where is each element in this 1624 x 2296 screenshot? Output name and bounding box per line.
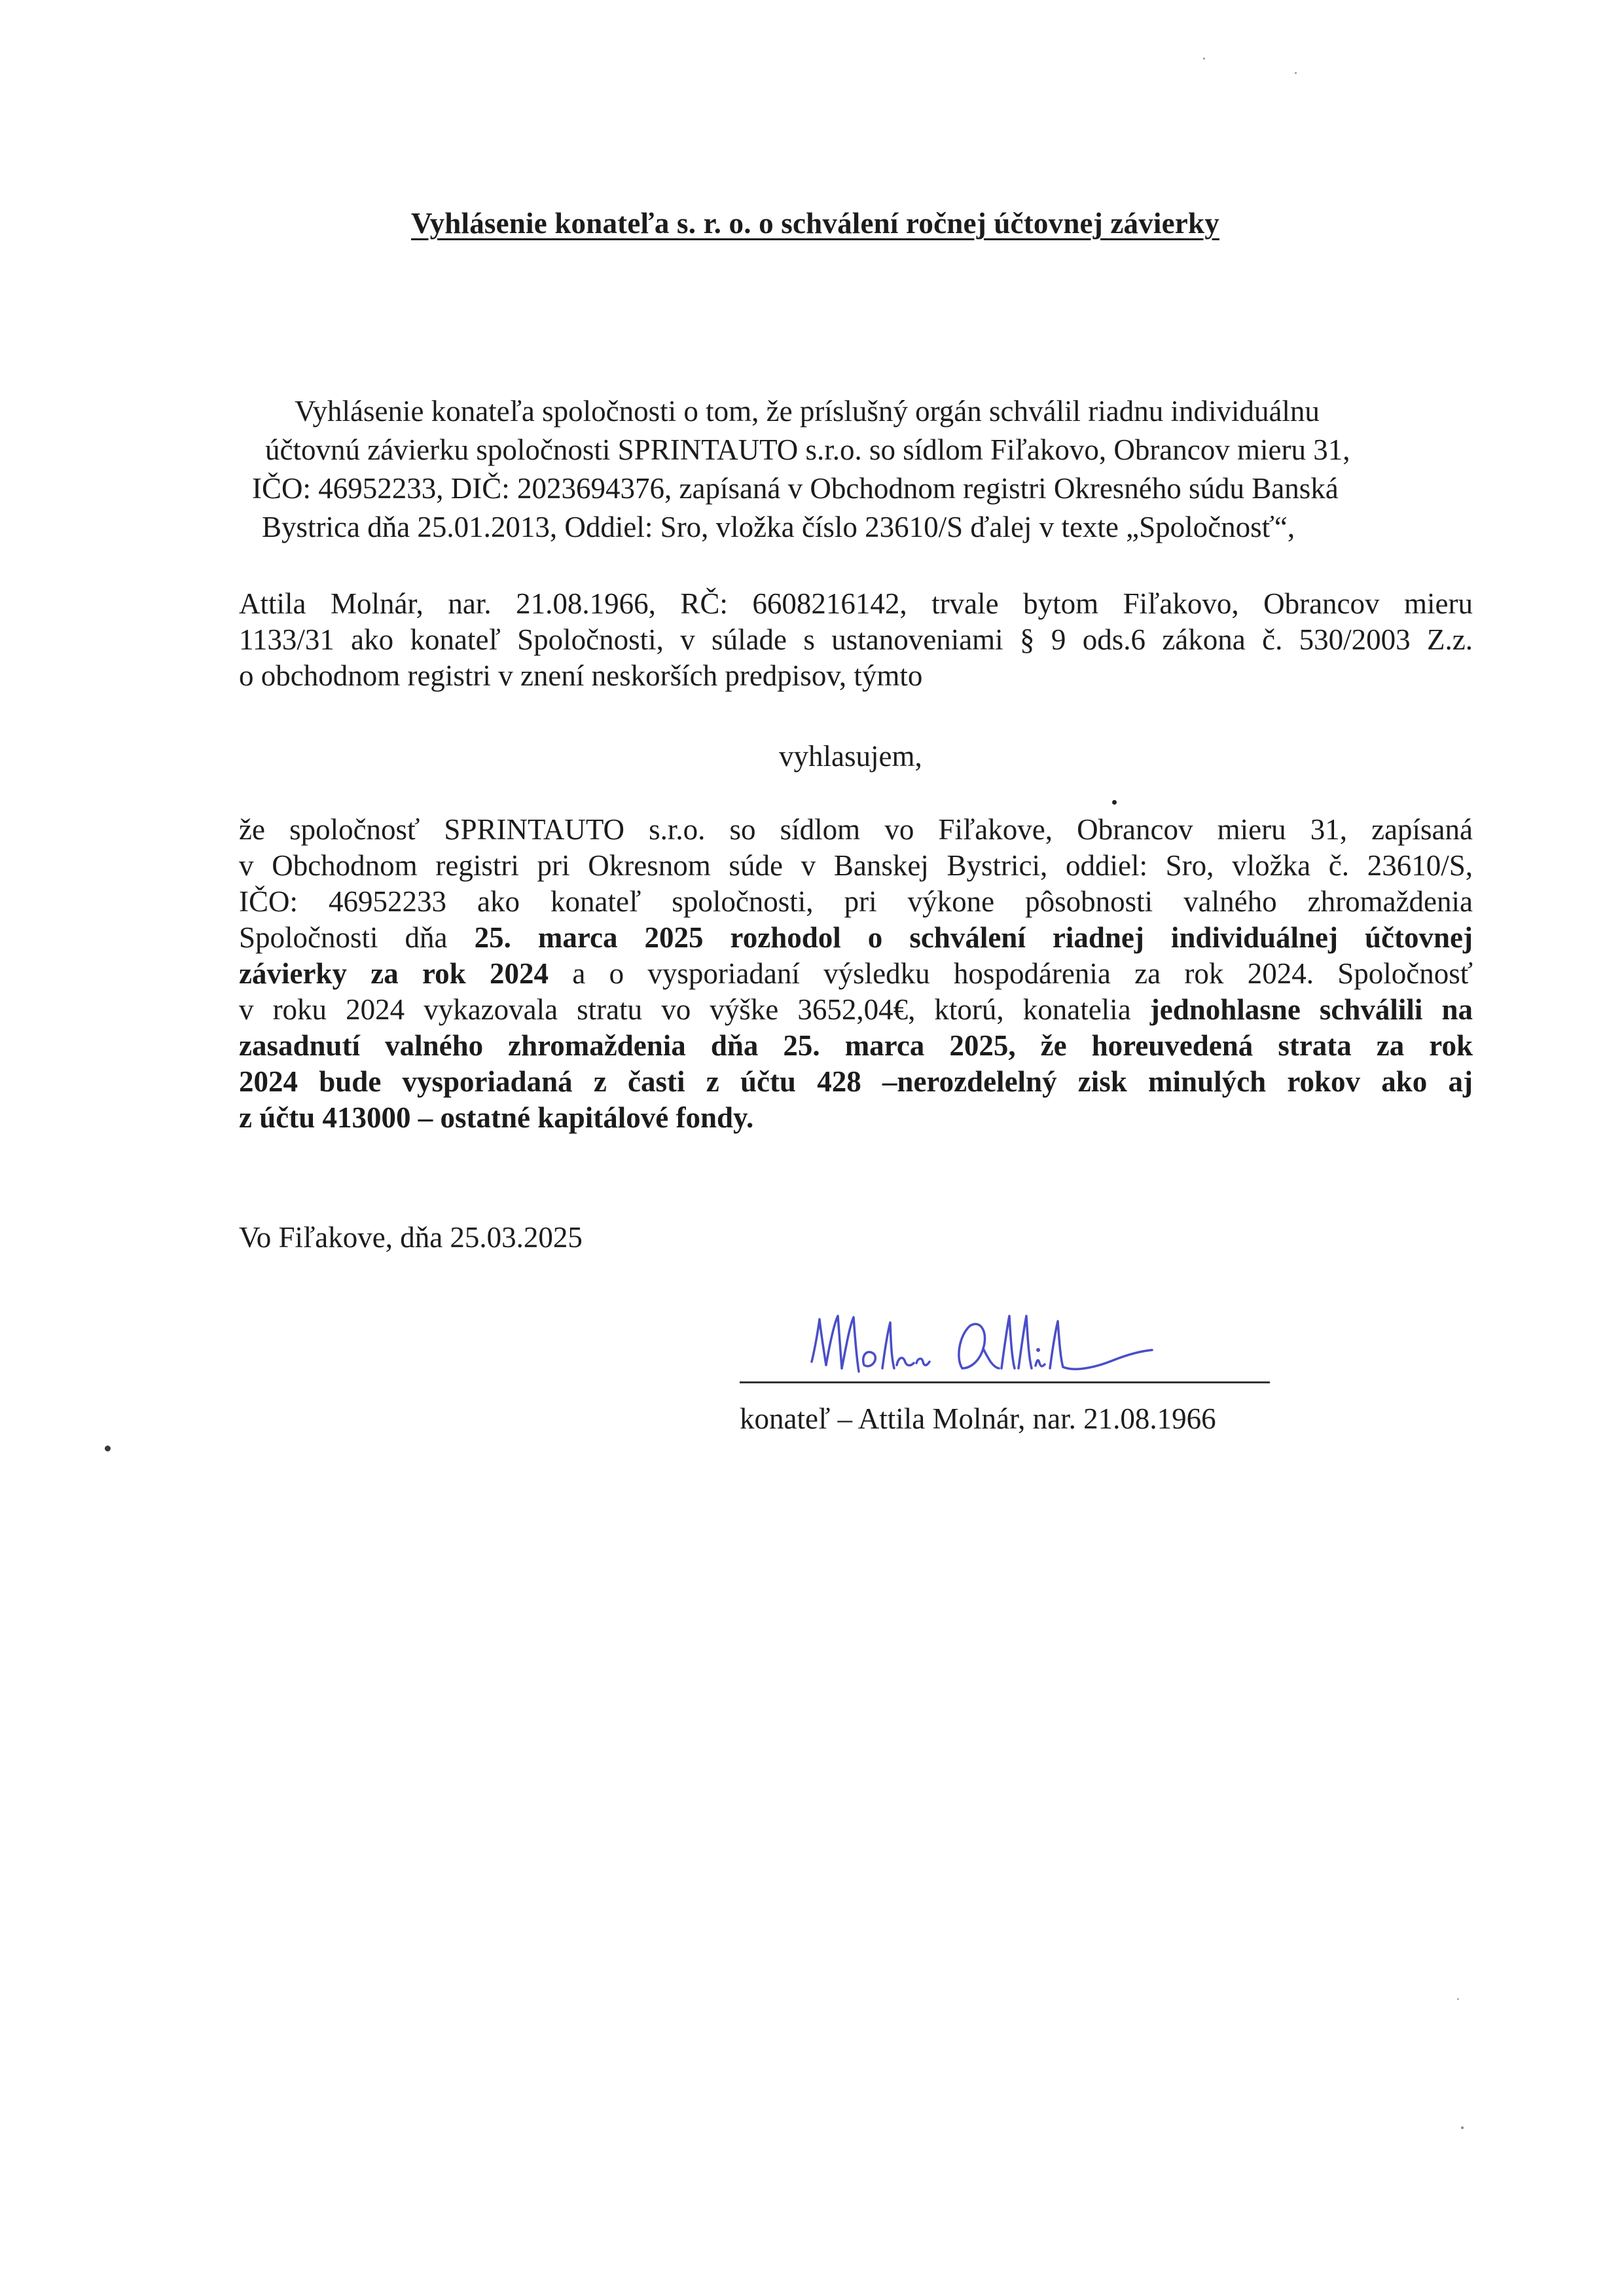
body-line-6 bbox=[239, 992, 1473, 1028]
signature-line bbox=[740, 1381, 1270, 1383]
body-line-5 bbox=[239, 956, 1473, 992]
scan-speck bbox=[1112, 800, 1117, 805]
body-line-5-normal: a o vysporiadaní výsledku hospodárenia za rok 2024. Spoločnosť bbox=[549, 957, 1473, 990]
intro-line-2: účtovnú závierku spoločnosti SPRINTAUTO s.r.o. so sídlom Fiľakovo, Obrancov mieru 31, bbox=[265, 433, 1350, 466]
body-line-2: v Obchodnom registri pri Okresnom súde v Banskej Bystrici, oddiel: Sro, vložka č. 23610/S, bbox=[239, 849, 1473, 882]
body-line-4-bold: 25. marca 2025 rozhodol o schválení riadnej individuálnej účtovnej bbox=[474, 921, 1473, 954]
scan-speck bbox=[1203, 58, 1205, 60]
declarant-paragraph bbox=[239, 586, 1473, 694]
intro-line-1: Vyhlásenie konateľa spoločnosti o tom, že príslušný orgán schválil riadnu individuálnu bbox=[295, 395, 1320, 428]
place-date: Vo Fiľakove, dňa 25.03.2025 bbox=[239, 1221, 583, 1254]
scan-speck bbox=[1295, 72, 1297, 74]
intro-line-3: IČO: 46952233, DIČ: 2023694376, zapísaná v Obchodnom registri Okresného súdu Banská bbox=[252, 472, 1339, 505]
scan-speck bbox=[1461, 2126, 1464, 2129]
scan-speck bbox=[105, 1446, 111, 1451]
body-line-3: IČO: 46952233 ako konateľ spoločnosti, pri výkone pôsobnosti valného zhromaždenia bbox=[239, 885, 1473, 918]
intro-line-4: Bystrica dňa 25.01.2013, Oddiel: Sro, vložka číslo 23610/S ďalej v texte „Spoločnosť“, bbox=[262, 511, 1295, 543]
body-line-5-bold: závierky za rok 2024 bbox=[239, 957, 549, 990]
body-line-7: zasadnutí valného zhromaždenia dňa 25. marca 2025, že horeuvedená strata za rok bbox=[239, 1029, 1473, 1062]
declare-word: vyhlasujem, bbox=[779, 740, 922, 773]
body-line-1: že spoločnosť SPRINTAUTO s.r.o. so sídlom vo Fiľakove, Obrancov mieru 31, zapísaná bbox=[239, 813, 1473, 846]
declarant-line-2: 1133/31 ako konateľ Spoločnosti, v súlade s ustanoveniami § 9 ods.6 zákona č. 530/2003 Z.z. bbox=[239, 623, 1473, 656]
body-line-6-bold: jednohlasne schválili na bbox=[1149, 993, 1473, 1026]
body-line-9: z účtu 413000 – ostatné kapitálové fondy. bbox=[239, 1101, 754, 1134]
body-line-6-normal: v roku 2024 vykazovala stratu vo výške 3652,04€, ktorú, konatelia bbox=[239, 993, 1150, 1026]
body-line-4 bbox=[239, 920, 1473, 956]
body-line-8: 2024 bude vysporiadaná z časti z účtu 428 –nerozdelelný zisk minulých rokov ako aj bbox=[239, 1065, 1473, 1098]
signature-handwriting bbox=[799, 1303, 1165, 1401]
body-paragraph bbox=[239, 812, 1473, 1136]
declarant-line-3: o obchodnom registri v znení neskorších predpisov, týmto bbox=[239, 659, 923, 692]
document-title: Vyhlásenie konateľa s. r. o. o schválení ročnej účtovnej závierky bbox=[411, 207, 1219, 240]
body-line-4-normal: Spoločnosti dňa bbox=[239, 921, 475, 954]
signature-caption: konateľ – Attila Molnár, nar. 21.08.1966 bbox=[740, 1402, 1216, 1435]
scan-speck bbox=[1457, 1998, 1459, 2000]
declarant-line-1: Attila Molnár, nar. 21.08.1966, RČ: 6608216142, trvale bytom Fiľakovo, Obrancov mieru bbox=[239, 587, 1473, 620]
